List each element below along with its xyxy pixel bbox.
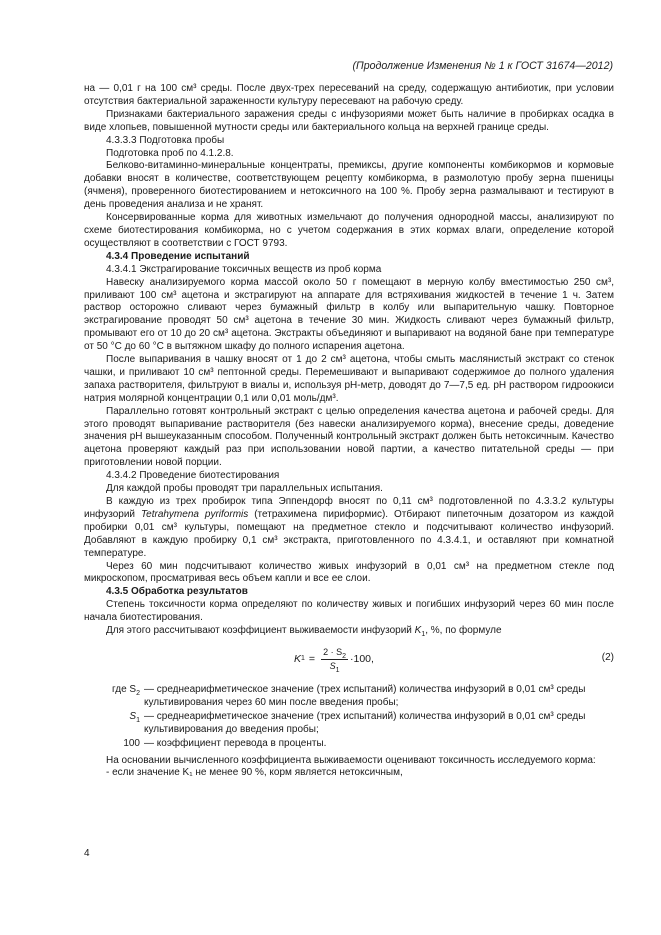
symbol-text: 100: [123, 737, 140, 749]
paragraph: [84, 625, 614, 638]
paragraph: Подготовка проб по 4.1.2.8.: [106, 147, 234, 159]
numerator-sub: 2: [342, 652, 346, 660]
text-run: В каждую из трех пробирок типа Эппендорф вносят по 0,11 см³ подготовленной по 4.3.3.2 культуры инфузорий: [84, 496, 614, 520]
where-item: [84, 684, 614, 710]
section-heading: 4.3.4 Проведение испытаний: [106, 250, 250, 262]
document-body: [84, 83, 614, 780]
symbol-text: где S: [112, 683, 137, 695]
paragraph: - если значение K₁ не менее 90 %, корм является нетоксичным,: [106, 767, 403, 779]
section-heading: 4.3.4.1 Экстрагирование токсичных веществ из проб корма: [106, 263, 382, 275]
formula-eq: =: [308, 652, 316, 665]
formula-tail: ·100,: [349, 652, 374, 665]
formula-lhs: K: [294, 652, 302, 665]
symbol-sub: 1: [136, 716, 140, 724]
where-symbol: [56, 738, 144, 751]
text-run: Для этого рассчитывают коэффициент выживаемости инфузорий: [106, 625, 415, 637]
paragraph: Через 60 мин подсчитывают количество живых инфузорий в 0,01 см³ на предметном стекле под микроскопом, просматривая весь объем капли и все ее слои.: [84, 560, 614, 585]
formula-fraction: [321, 646, 348, 673]
symbol-text: S: [129, 710, 137, 722]
denominator-sub: 1: [335, 666, 340, 674]
paragraph: [84, 496, 614, 561]
section-heading: 4.3.3.3 Подготовка пробы: [106, 134, 225, 146]
equation-number: (2): [601, 651, 614, 663]
text-run: (тетрахимена пириформис). Отбирают пипеточным дозатором из каждой пробирки 0,01 см³ культуры, помещают на предметное стекло и подсчитывают количество инфузорий. Добавляют в каждую пробирку 0,1 см³ экстракта, приготовленного по 4.3.4.1, и оставляют при комнатной температуре.: [84, 508, 614, 559]
text-run: , %, по формуле: [425, 625, 502, 637]
paragraph: Консервированные корма для животных измельчают до получения однородной массы, анализируют по схеме биотестирования комбикорма, но с учетом содержания в этих кормах влаги, определение которой осуществляют в соответствии с ГОСТ 9793.: [84, 212, 614, 249]
paragraph: После выпаривания в чашку вносят от 1 до 2 см³ ацетона, чтобы смыть маслянистый экстракт со стенок чашки, и приливают 10 см³ пептонной среды. Перемешивают и выпаривают содержимое до полного удаления запаха растворителя, фильтруют в виалы и, используя рН-метр, доводят до 7—7,5 ед. рН раствором гидроокиси натрия молярной концентрации 0,1 или 0,01 моль/дм³.: [84, 354, 614, 404]
section-heading: 4.3.5 Обработка результатов: [106, 586, 248, 598]
formula: [84, 642, 614, 678]
formula-expression: K 1 = $\frac{2 \cdot S_2}{S_1}$ ·100,: [294, 646, 374, 674]
symbol-sub: 1: [421, 631, 426, 639]
paragraph: Белково-витаминно-минеральные концентраты, премиксы, другие компоненты комбикормов и кормовые добавки вносят в количестве, соответствующем рецепту комбикорма, в размолотую пробу зерна пшеницы (ячменя), проверенного биотестированием и нетоксичного на 100 %. Пробу зерна размалывают и тестируют в день проведения анализа и не хранят.: [84, 160, 614, 211]
where-text: — среднеарифметическое значение (трех испытаний) количества инфузорий в 0,01 см³ среды культивирования до введения пробы;: [144, 710, 586, 735]
where-list: [84, 684, 614, 751]
where-text: — среднеарифметическое значение (трех испытаний) количества инфузорий в 0,01 см³ среды культивирования через 60 мин после введения пробы;: [144, 683, 586, 708]
paragraph: на — 0,01 г на 100 см³ среды. После двух-трех пересеваний на среду, содержащую антибиотик, при условии отсутствия бактериальной зараженности культуру пересевают на рабочую среду.: [84, 83, 614, 107]
paragraph: Навеску анализируемого корма массой около 50 г помещают в мерную колбу вместимостью 250 см³, приливают 100 см³ ацетона и экстрагируют на аппарате для встряхивания жидкостей в течение 1 ч. Затем раствор осторожно сливают через бумажный фильтр в колбу или выпарительную чашку. Повторное экстрагирование проводят 50 см³ ацетона в течение 30 мин. Жидкость сливают через бумажный фильтр, промывают его от 10 до 20 см³ ацетона. Экстракты объединяют и выпаривают на водяной бане при температуре от 50 °С до 60 °С в вытяжном шкафу до полного испарения ацетона.: [84, 276, 614, 353]
where-text: — коэффициент перевода в проценты.: [144, 737, 327, 749]
page-number: 4: [84, 848, 90, 859]
formula-denominator: [328, 660, 342, 673]
symbol: K: [414, 625, 422, 637]
section-heading: 4.3.4.2 Проведение биотестирования: [106, 470, 280, 482]
paragraph: На основании вычисленного коэффициента выживаемости оценивают токсичность исследуемого корма:: [106, 754, 596, 766]
where-symbol: [56, 684, 144, 710]
species-name: Tetrahymena pyriformis: [140, 508, 249, 520]
running-header: (Продолжение Изменения № 1 к ГОСТ 31674—2012): [352, 60, 613, 72]
paragraph: Параллельно готовят контрольный экстракт с целью определения качества ацетона и рабочей среды. Для этого проводят выпаривание растворителя (без навески анализируемого корма), внесение среды, доведение значения рН вышеуказанным способом. Полученный контрольный экстракт должен быть нетоксичным. Качество ацетона проверяют каждый раз при использовании новой партии, а качество питательной среды — при приготовлении новой порции.: [84, 405, 614, 469]
denominator-text: S: [329, 660, 336, 671]
where-symbol: [56, 711, 144, 737]
symbol-sub: 2: [136, 689, 140, 697]
formula-numerator: [321, 646, 348, 660]
where-item: [84, 738, 614, 751]
paragraph: Признаками бактериального заражения среды с инфузориями может быть наличие в пробирках осадка в виде хлопьев, повышенной мутности среды или бактериального кольца на верхней границе среды.: [84, 108, 614, 133]
paragraph: Для каждой пробы проводят три параллельных испытания.: [106, 483, 383, 495]
paragraph: Степень токсичности корма определяют по количеству живых и погибших инфузорий через 60 мин после начала биотестирования.: [84, 599, 614, 624]
numerator-text: 2 · S: [323, 646, 343, 657]
where-item: [84, 711, 614, 737]
